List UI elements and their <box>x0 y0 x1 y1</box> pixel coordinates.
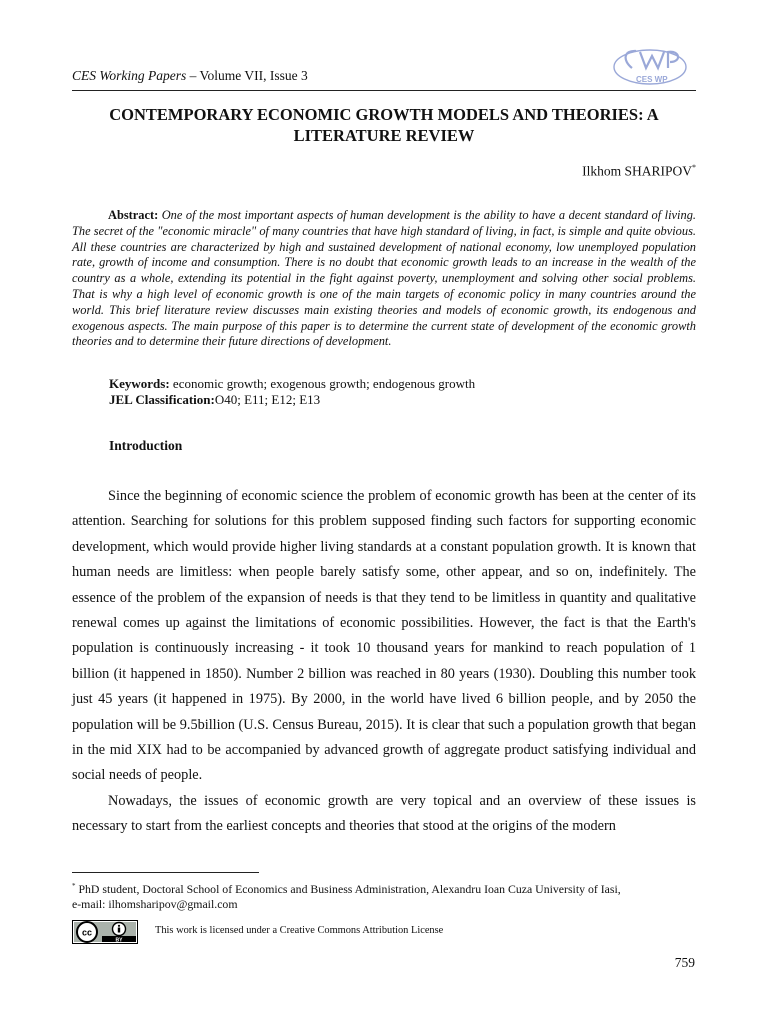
section-heading-introduction: Introduction <box>109 438 183 453</box>
keywords-label: Keywords: <box>109 376 170 391</box>
jel-label: JEL Classification: <box>109 391 215 407</box>
journal-citation <box>72 68 308 84</box>
jel-line <box>109 392 696 408</box>
paper-title: CONTEMPORARY ECONOMIC GROWTH MODELS AND THEORIES: A LITERATURE REVIEW <box>109 105 659 145</box>
footnote-affiliation: PhD student, Doctoral School of Economics and Business Administration, Alexandru Ioan Cuza University of Iasi, <box>75 881 621 896</box>
by-badge-text <box>116 937 124 943</box>
author-footnote <box>72 879 696 912</box>
author-name-text: Ilkhom SHARIPOV <box>582 163 692 179</box>
journal-name: CES Working Papers <box>72 68 187 83</box>
svg-text:cc: cc <box>81 927 93 938</box>
body-paragraph: Nowadays, the issues of economic growth are very topical and an overview of these issues is necessary to start from the earliest concepts and theories that stood at the origins of the modern <box>72 792 696 835</box>
cc-by-license-icon <box>72 920 138 944</box>
journal-issue: Volume VII, Issue 3 <box>199 68 308 83</box>
svg-text:CES WP: CES WP <box>636 75 668 84</box>
abstract-text: One of the most important aspects of human development is the ability to have a decent standard of living. The secret of the "economic miracle" of many countries that have high standard of living, in fact, is simple and quite obvious. All these countries are characterized by high and sustained development of national economy, low unemployed population rate, growth of income and consumption. There is no doubt that economic growth leads to an increase in the wealth of the country as a whole, extending its potential in the fight against poverty, unemployment and solving other social problems. That is why a high level of economic growth is one of the main targets of economic policy in many countries around the world. This brief literature review discusses main existing theories and models of economic growth, its endogenous and exogenous aspects. The main purpose of this paper is to determine the current state of development of the economic growth theories and to determine their future directions of development. <box>72 208 696 349</box>
keywords-value: economic growth; exogenous growth; endogenous growth <box>169 376 476 391</box>
jel-value: O40; E11; E12; E13 <box>214 391 321 407</box>
footnote-mark: * <box>72 882 76 890</box>
keywords-line <box>109 376 696 392</box>
footnote-email: e-mail: ilhomsharipov@gmail.com <box>72 896 238 911</box>
abstract <box>72 208 696 350</box>
logo-text <box>636 75 668 84</box>
running-header <box>72 66 696 91</box>
ces-wp-logo-icon <box>610 46 690 88</box>
header-separator: – <box>186 68 200 83</box>
page-number: 759 <box>674 955 695 970</box>
author-name <box>582 163 696 180</box>
introduction-body <box>72 484 696 840</box>
license-text: This work is licensed under a Creative Commons Attribution License <box>155 925 444 936</box>
cc-badge-text <box>82 928 92 938</box>
footnote-line-affiliation <box>72 879 696 897</box>
svg-text:BY: BY <box>115 937 123 944</box>
footnote-divider <box>72 872 259 873</box>
author-footnote-mark: * <box>692 163 696 172</box>
body-paragraph: Since the beginning of economic science the problem of economic growth has been at the center of its attention. Searching for solutions for this problem supposed finding such factors for supporting economic development, which would provide higher living standards at a constant population growth. It is known that human needs are limitless: when people barely satisfy some, other appear, and so on, indefinitely. The essence of the problem of the expansion of needs is that they tend to be limitless in quantity and qualitative renewal comes up against the limitations of economic possibilities. However, the fact is that the Earth's population is continuously increasing - it took 10 thousand years for mankind to reach population of 1 billion (it happened in 1850). Number 2 billion was reached in 80 years (1930). Doubling this number took just 45 years (it happened in 1975). By 2000, in the world have lived 6 billion people, and by 2050 the population will be 9.5billion (U.S. Census Bureau, 2015). It is clear that such a population growth that began in the mid XIX had to be accompanied by advanced growth of aggregate product satisfying individual and social needs of people. <box>72 488 696 784</box>
keywords-block <box>109 376 696 407</box>
abstract-label: Abstract: <box>108 208 162 222</box>
